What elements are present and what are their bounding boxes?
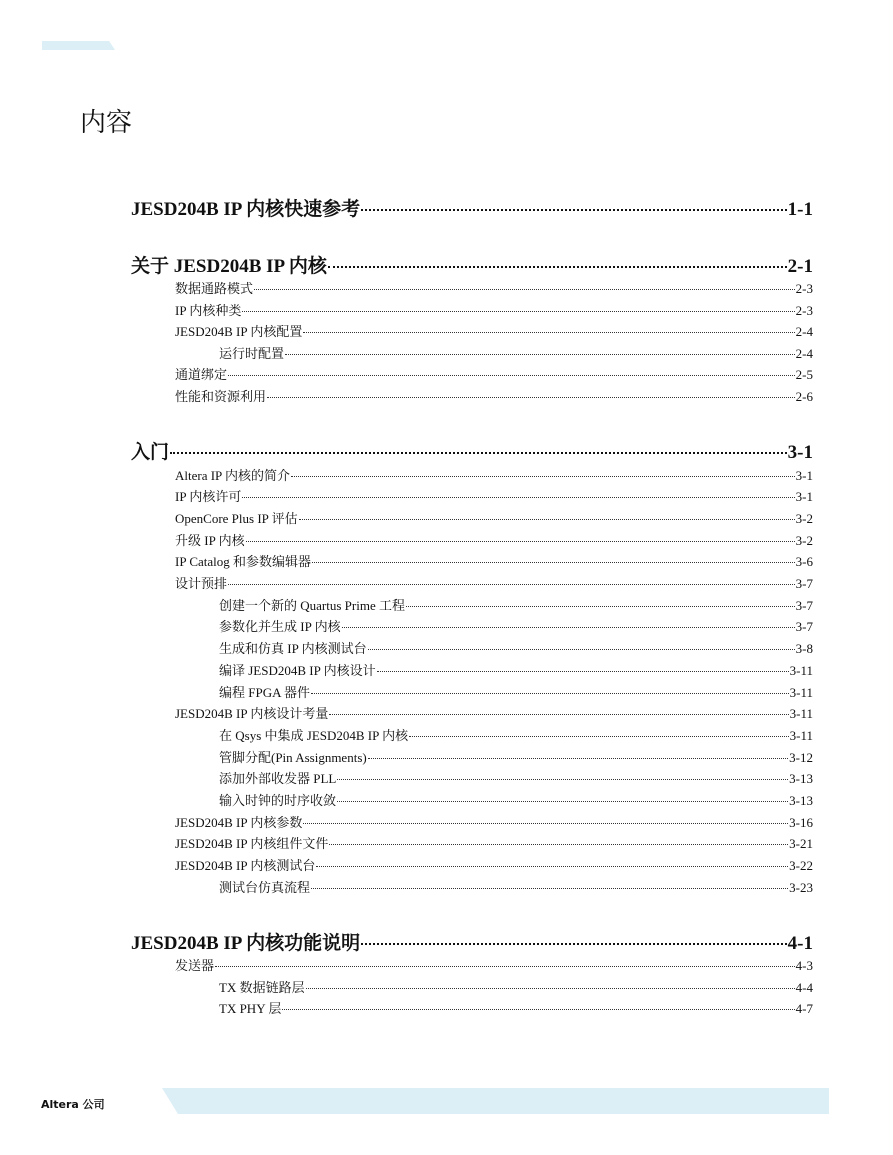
toc-entry-level-1[interactable] (175, 465, 813, 484)
toc-entry-level-1[interactable] (175, 486, 813, 505)
toc-leader-dots (409, 736, 789, 737)
toc-entry-level-0[interactable] (131, 251, 813, 278)
toc-entry-level-1[interactable] (175, 508, 813, 527)
toc-leader-dots (328, 266, 787, 268)
page-title: 内容 (80, 108, 133, 138)
toc-entry-page-number: 3-21 (789, 836, 813, 851)
toc-entry-page-number: 3-8 (795, 641, 813, 656)
toc-entry-page-number: 3-2 (795, 511, 813, 526)
toc-entry-page-number: 3-11 (789, 728, 813, 743)
toc-entry-title: JESD204B IP 内核设计考量 (175, 706, 329, 721)
toc-entry-page-number: 3-23 (789, 880, 813, 895)
toc-entry-title: JESD204B IP 内核配置 (175, 324, 303, 339)
toc-leader-dots (342, 627, 795, 628)
toc-leader-dots (311, 693, 789, 694)
toc-entry-page-number: 3-11 (789, 663, 813, 678)
toc-entry-page-number: 3-1 (787, 442, 813, 463)
toc-entry-level-1[interactable] (175, 703, 813, 722)
toc-entry-page-number: 2-4 (795, 324, 813, 339)
toc-entry-page-number: 3-11 (789, 706, 813, 721)
toc-entry-title: 关于 JESD204B IP 内核 (131, 256, 327, 277)
toc-leader-dots (170, 452, 787, 454)
toc-entry-level-1[interactable] (175, 321, 813, 340)
toc-entry-level-0[interactable] (131, 194, 813, 221)
toc-entry-level-1[interactable] (175, 812, 813, 831)
toc-entry-level-1[interactable] (175, 364, 813, 383)
toc-leader-dots (215, 966, 795, 967)
toc-entry-page-number: 2-3 (795, 303, 813, 318)
toc-entry-title: 入门 (131, 442, 170, 463)
toc-entry-title: 创建一个新的 Quartus Prime 工程 (219, 598, 405, 613)
toc-entry-title: 数据通路模式 (175, 281, 254, 296)
toc-leader-dots (377, 671, 789, 672)
toc-leader-dots (368, 649, 795, 650)
toc-entry-page-number: 2-5 (795, 367, 813, 382)
toc-entry-level-1[interactable] (175, 386, 813, 405)
toc-leader-dots (368, 758, 788, 759)
toc-entry-title: JESD204B IP 内核快速参考 (131, 199, 361, 220)
toc-entry-page-number: 1-1 (787, 199, 813, 220)
toc-entry-title: 编译 JESD204B IP 内核设计 (219, 663, 376, 678)
toc-entry-title: JESD204B IP 内核组件文件 (175, 836, 329, 851)
toc-entry-page-number: 3-6 (795, 554, 813, 569)
toc-leader-dots (291, 476, 795, 477)
toc-entry-title: 运行时配置 (219, 346, 285, 361)
toc-leader-dots (337, 801, 788, 802)
toc-entry-level-1[interactable] (175, 573, 813, 592)
toc-entry-level-2[interactable] (219, 682, 813, 701)
toc-entry-title: 添加外部收发器 PLL (219, 771, 337, 786)
toc-entry-title: 发送器 (175, 958, 215, 973)
toc-entry-level-2[interactable] (219, 747, 813, 766)
toc-entry-title: IP Catalog 和参数编辑器 (175, 554, 312, 569)
toc-entry-page-number: 3-1 (795, 489, 813, 504)
toc-entry-level-1[interactable] (175, 955, 813, 974)
header-tab-decoration (42, 41, 115, 50)
toc-entry-page-number: 4-7 (795, 1001, 813, 1016)
toc-leader-dots (406, 606, 795, 607)
toc-entry-title: JESD204B IP 内核测试台 (175, 858, 316, 873)
toc-entry-page-number: 4-1 (787, 933, 813, 954)
toc-entry-level-0[interactable] (131, 437, 813, 464)
toc-leader-dots (303, 332, 794, 333)
toc-entry-page-number: 2-3 (795, 281, 813, 296)
toc-entry-title: JESD204B IP 内核参数 (175, 815, 303, 830)
toc-entry-level-2[interactable] (219, 595, 813, 614)
toc-entry-page-number: 4-3 (795, 958, 813, 973)
toc-entry-level-1[interactable] (175, 300, 813, 319)
toc-leader-dots (311, 888, 788, 889)
toc-leader-dots (312, 562, 795, 563)
toc-entry-page-number: 2-1 (787, 256, 813, 277)
toc-entry-level-1[interactable] (175, 855, 813, 874)
toc-entry-page-number: 3-13 (789, 771, 813, 786)
toc-entry-level-1[interactable] (175, 551, 813, 570)
toc-leader-dots (329, 714, 788, 715)
toc-entry-title: 在 Qsys 中集成 JESD204B IP 内核 (219, 728, 409, 743)
toc-entry-level-2[interactable] (219, 660, 813, 679)
toc-entry-page-number: 3-7 (795, 598, 813, 613)
toc-entry-title: TX PHY 层 (219, 1001, 282, 1016)
toc-entry-level-2[interactable] (219, 725, 813, 744)
toc-entry-level-1[interactable] (175, 833, 813, 852)
toc-entry-page-number: 2-4 (795, 346, 813, 361)
toc-entry-level-2[interactable] (219, 877, 813, 896)
toc-entry-page-number: 3-16 (789, 815, 813, 830)
toc-leader-dots (246, 541, 795, 542)
toc-entry-title: JESD204B IP 内核功能说明 (131, 933, 361, 954)
toc-leader-dots (361, 943, 787, 945)
toc-entry-title: 测试台仿真流程 (219, 880, 311, 895)
toc-entry-level-2[interactable] (219, 616, 813, 635)
toc-entry-title: 设计预排 (175, 576, 228, 591)
toc-entry-title: Altera IP 内核的简介 (175, 468, 291, 483)
footer-company: Altera 公司 (41, 1098, 105, 1111)
toc-leader-dots (299, 519, 795, 520)
toc-entry-title: 参数化并生成 IP 内核 (219, 619, 341, 634)
toc-leader-dots (316, 866, 788, 867)
toc-entry-page-number: 3-7 (795, 619, 813, 634)
toc-entry-title: 性能和资源利用 (175, 389, 267, 404)
toc-entry-title: 管脚分配(Pin Assignments) (219, 750, 367, 765)
toc-leader-dots (228, 584, 795, 585)
toc-entry-page-number: 3-1 (795, 468, 813, 483)
toc-entry-title: 编程 FPGA 器件 (219, 685, 311, 700)
toc-entry-level-0[interactable] (131, 928, 813, 955)
toc-entry-page-number: 3-13 (789, 793, 813, 808)
toc-entry-level-2[interactable] (219, 768, 813, 787)
toc-entry-title: IP 内核许可 (175, 489, 242, 504)
toc-leader-dots (329, 844, 788, 845)
toc-entry-page-number: 3-12 (789, 750, 813, 765)
toc-entry-title: OpenCore Plus IP 评估 (175, 511, 298, 526)
toc-entry-title: 输入时钟的时序收敛 (219, 793, 337, 808)
toc-entry-title: 升级 IP 内核 (175, 533, 245, 548)
toc-leader-dots (242, 497, 794, 498)
toc-entry-page-number: 4-4 (795, 980, 813, 995)
toc-leader-dots (285, 354, 795, 355)
toc-entry-title: 生成和仿真 IP 内核测试台 (219, 641, 367, 656)
footer-bar-decoration (162, 1088, 829, 1114)
toc-leader-dots (254, 289, 795, 290)
toc-leader-dots (228, 375, 795, 376)
toc-entry-title: 通道绑定 (175, 367, 228, 382)
toc-entry-level-2[interactable] (219, 343, 813, 362)
toc-entry-page-number: 3-2 (795, 533, 813, 548)
toc-leader-dots (306, 988, 795, 989)
toc-entry-level-2[interactable] (219, 998, 813, 1017)
toc-entry-level-1[interactable] (175, 530, 813, 549)
toc-leader-dots (337, 779, 788, 780)
toc-entry-level-1[interactable] (175, 278, 813, 297)
toc-leader-dots (303, 823, 788, 824)
toc-entry-page-number: 3-11 (789, 685, 813, 700)
toc-entry-level-2[interactable] (219, 790, 813, 809)
toc-entry-level-2[interactable] (219, 977, 813, 996)
toc-entry-title: IP 内核种类 (175, 303, 242, 318)
toc-entry-level-2[interactable] (219, 638, 813, 657)
toc-entry-title: TX 数据链路层 (219, 980, 305, 995)
toc-entry-page-number: 3-22 (789, 858, 813, 873)
toc-leader-dots (242, 311, 794, 312)
toc-leader-dots (267, 397, 795, 398)
toc-entry-page-number: 3-7 (795, 576, 813, 591)
toc-entry-page-number: 2-6 (795, 389, 813, 404)
toc-leader-dots (282, 1009, 794, 1010)
toc-leader-dots (361, 209, 787, 211)
